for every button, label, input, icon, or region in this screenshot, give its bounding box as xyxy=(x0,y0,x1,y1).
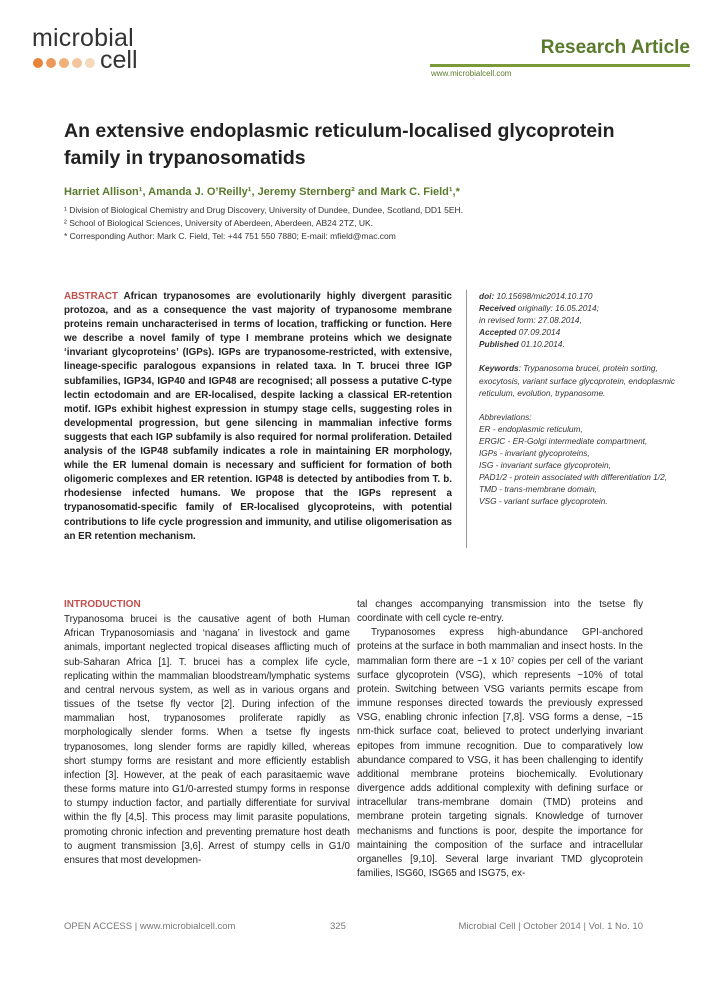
keywords-block xyxy=(479,362,679,398)
abbreviation-item: TMD - trans-membrane domain, xyxy=(479,484,598,495)
abbreviation-item: VSG - variant surface glycoprotein. xyxy=(479,496,608,507)
article-info-sidebar xyxy=(479,290,679,520)
intro-paragraph-1-continued: tal changes accompanying transmission into the tsetse fly coordinate with cell cycle re-entry. xyxy=(357,599,643,625)
abbreviations-label: Abbreviations xyxy=(479,411,530,422)
logo-dot-icon xyxy=(72,58,82,68)
keywords-text: Trypanosoma brucei, protein sorting, exocytosis, variant surface glycoprotein, endoplasmic reticulum, evolution, trypanosome. xyxy=(479,363,675,398)
keywords-colon: : xyxy=(518,363,524,374)
abbreviation-item: ERGIC - ER-Golgi intermediate compartment, xyxy=(479,435,648,446)
abstract xyxy=(64,290,452,544)
article-title: An extensive endoplasmic reticulum-localised glycoprotein family in trypanosomatids xyxy=(64,120,615,169)
abbreviation-item: PAD1/2 - protein associated with differentiation 1/2, xyxy=(479,472,668,483)
abbreviation-item: ISG - invariant surface glycoprotein, xyxy=(479,460,611,471)
affiliation-2: ² School of Biological Sciences, University of Aberdeen, Aberdeen, AB24 2TZ, UK. xyxy=(64,218,374,228)
keywords-label: Keywords xyxy=(479,363,519,374)
logo-dot-icon xyxy=(59,58,69,68)
accepted-label: Accepted xyxy=(479,327,517,338)
abbreviation-item: ER - endoplasmic reticulum, xyxy=(479,423,583,434)
journal-logo xyxy=(32,26,162,74)
abbreviation-item: IGPs - invariant glycoproteins, xyxy=(479,448,590,459)
introduction-heading: INTRODUCTION xyxy=(64,599,141,610)
intro-paragraph-1: Trypanosoma brucei is the causative agent of both Human African Trypanosomiasis and ‘nagana’ in livestock and game animals, important neglected tropical diseases afflicting much of sub-Saharan Africa [1]. T. brucei has a complex life cycle, replicating within the mammalian bloodstream/lymphatic systems and central nervous system, as well as in various organs and tissues of the tsetse fly vector [2]. During infection of the mammalian host, trypanosomes proliferate rapidly as morphologically slender forms. When a tsetse fly ingests trypanosomes, long slender forms are rapidly killed, whereas short stumpy forms are resistant and more efficiently establish infection [3]. However, at the peak of each parasitaemic wave these forms mature into G1/0-arrested stumpy forms in response to stumpy induction factor, and partially differentiate for survival within the fly [4,5]. This process may limit parasite populations, promoting chronic infection and preventing premature host death to augment transmission [3,6]. Arrest of stumpy cells in G1/0 ensures that most developmen- xyxy=(64,614,350,866)
corresponding-author: * Corresponding Author: Mark C. Field, Tel: +44 751 550 7880; E-mail: mfield@mac.com xyxy=(64,231,396,241)
body-column-right xyxy=(357,598,643,881)
logo-text-cell: cell xyxy=(100,46,138,74)
abbreviations-colon: : xyxy=(529,411,532,422)
author-list: Harriet Allison¹, Amanda J. O’Reilly¹, Jeremy Sternberg² and Mark C. Field¹,* xyxy=(64,186,460,198)
body-column-left xyxy=(64,598,350,868)
doi-label: doi: xyxy=(479,291,495,301)
section-label: Research Article xyxy=(540,37,690,58)
footer-journal-issue: Microbial Cell | October 2014 | Vol. 1 No. 10 xyxy=(458,921,643,932)
publication-dates xyxy=(479,290,679,350)
logo-dot-icon xyxy=(46,58,56,68)
doi-link[interactable]: 10.15698/mic2014.10.170 xyxy=(496,291,593,301)
footer-open-access[interactable]: OPEN ACCESS | www.microbialcell.com xyxy=(64,921,236,932)
intro-paragraph-2: Trypanosomes express high-abundance GPI-anchored proteins at the surface in both mammalian and insect hosts. In the mammalian form there are ~1 x 10⁷ copies per cell of the variant surface glycoprotein (VSG), which represents ~10% of total protein. Switching between VSG variants permits escape from immune responses directed towards the previously expressed VSG, enabling chronic infection [7,8]. VSG forms a dense, ~15 nm-thick surface coat, believed to protect underlying invariant epitopes from immune recognition. Due to comparatively low abundance compared to VSG, it has been challenging to identify additional membrane proteins biochemically. Evolutionary divergence adds additional complexity with defining surface or intracellular trans-membrane domain (TMD) proteins and membrane protein targeting signals. Knowledge of turnover mechanisms and functions is poor, despite the importance for maintaining the composition of the surface and intracellular organelles [9,10]. Several large invariant TMD glycoprotein families, ISG60, ISG65 and ISG75, ex- xyxy=(357,627,643,879)
journal-website-link[interactable]: www.microbialcell.com xyxy=(431,69,512,78)
affiliation-1: ¹ Division of Biological Chemistry and Drug Discovery, University of Dundee, Dundee, Scotland, DD1 5EH. xyxy=(64,205,464,215)
abstract-text: African trypanosomes are evolutionarily highly divergent parasitic protozoa, and as a consequence the vast majority of trypanosome membrane proteins remain uncharacterised in terms of location, trafficking or function. Here we describe a novel family of type I membrane proteins which we designate ‘invariant glycoproteins’ (IGPs). IGPs are trypanosome-restricted, with extensive, lineage-specific paralogous expansions in related taxa. In T. brucei three IGP subfamilies, IGP34, IGP40 and IGP48 are recognised; all possess a putative C-type lectin ectodomain and are ER-localised, despite lacking a classical ER-retention motif. IGPs exhibit highest expression in stumpy stage cells, suggesting roles in developmental progression, but gene silencing in mammalian infective forms suggests that each IGP subfamily is also required for normal proliferation. Detailed analysis of the IGP48 subfamily indicates a role in maintaining ER morphology, while the ER lumenal domain is necessary and sufficient for formation of both oligomeric complexes and ER retention. IGP48 is detected by antibodies from T. b. rhodesiense infected humans. We propose that the IGPs represent a trypanosomatid-specific family of ER-localised glycoproteins, with potential contributions to life cycle progression and immunity, and utilise oligomerisation as an ER retention mechanism. xyxy=(64,291,452,542)
abbreviations-block xyxy=(479,411,679,508)
received-label: Received xyxy=(479,303,516,314)
received-date: originally: 16.05.2014; xyxy=(517,303,599,314)
logo-dot-icon xyxy=(33,58,43,68)
published-label: Published xyxy=(479,339,519,350)
accepted-date: 07.09.2014 xyxy=(518,327,561,338)
revised-date: in revised form: 27.08.2014, xyxy=(479,315,582,326)
sidebar-divider xyxy=(466,290,467,548)
logo-text-microbial: microbial xyxy=(32,24,134,52)
header-rule xyxy=(430,64,690,67)
page-number: 325 xyxy=(330,921,346,932)
logo-dot-icon xyxy=(85,58,95,68)
published-date: 01.10.2014. xyxy=(520,339,565,350)
abstract-label: ABSTRACT xyxy=(64,291,118,302)
